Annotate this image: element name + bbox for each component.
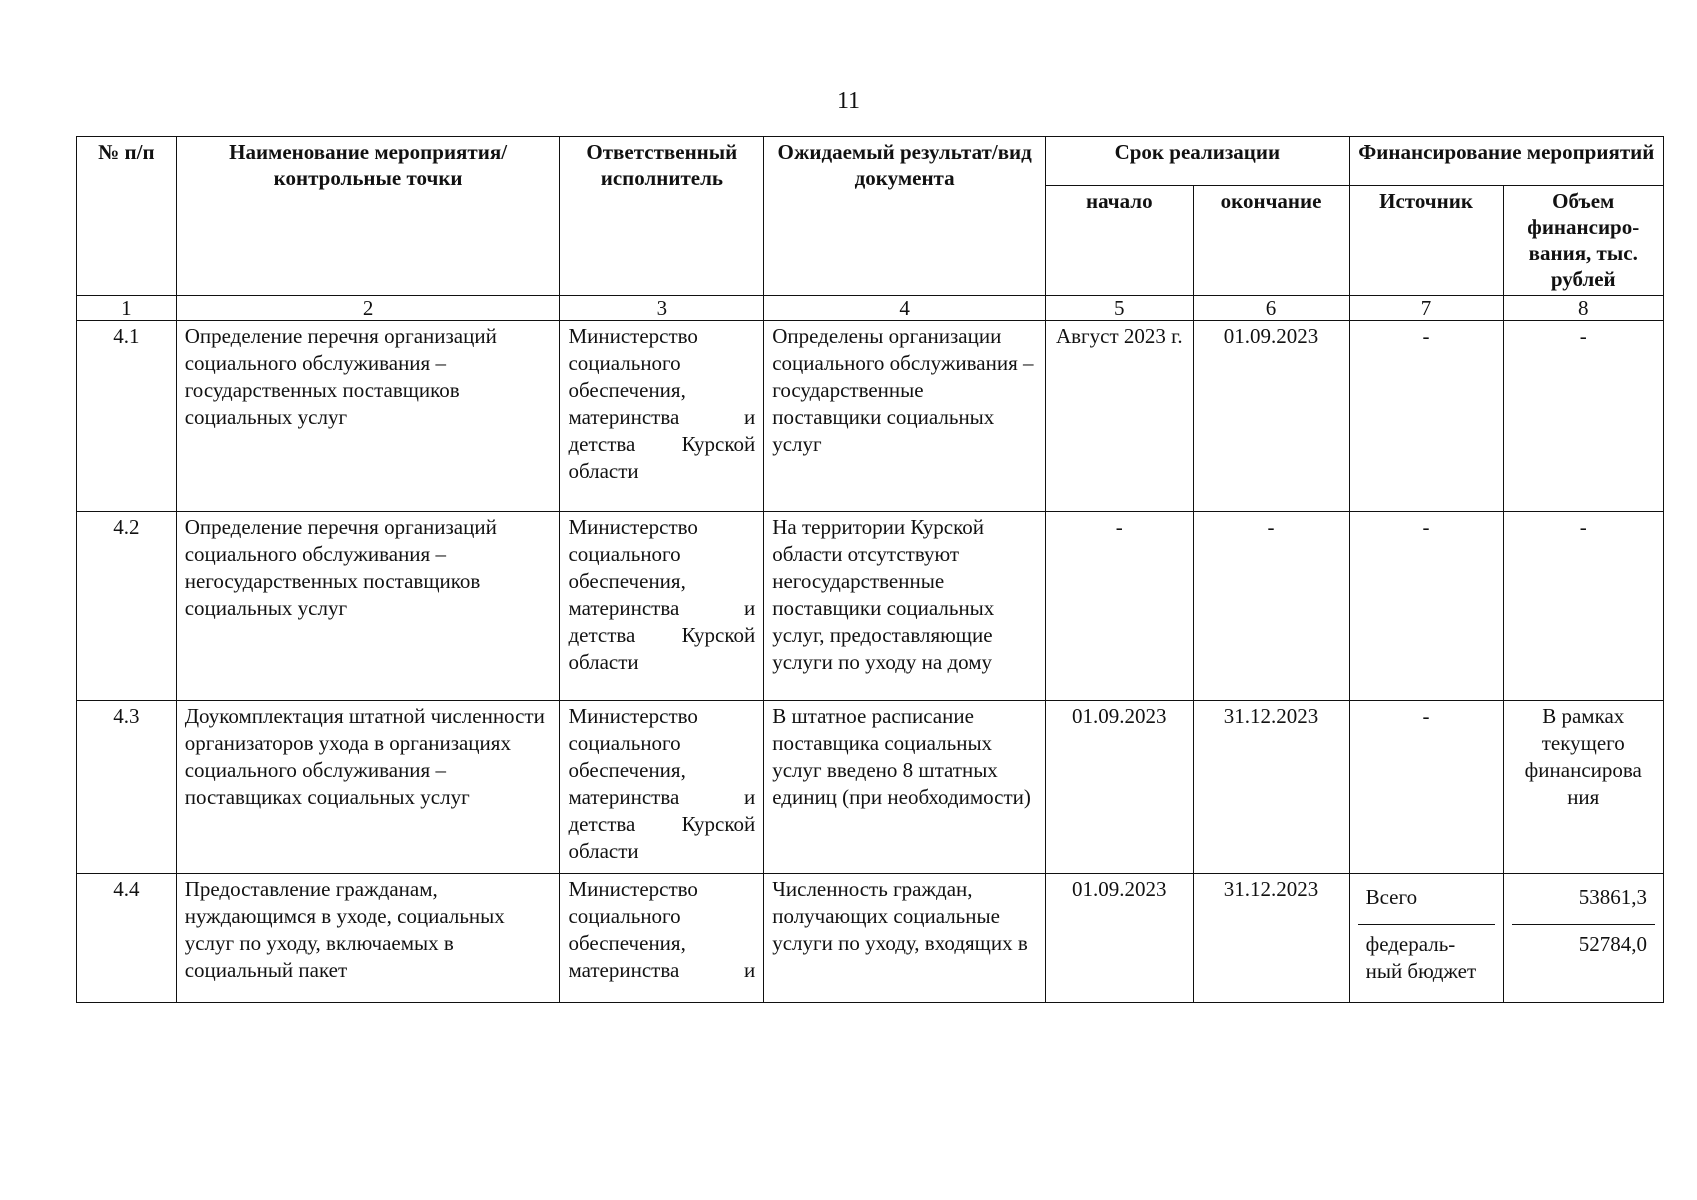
- responsible-line: обеспечения,: [568, 378, 686, 402]
- column-number: 5: [1046, 296, 1193, 321]
- funding-volume-federal: 52784,0: [1578, 932, 1647, 956]
- row-number: 4.2: [77, 512, 177, 701]
- page-number: 11: [836, 88, 861, 114]
- table-row: [77, 512, 1664, 701]
- header-financing: Финансирование мероприятий: [1349, 137, 1663, 186]
- table-row: [77, 874, 1664, 1003]
- responsible-line: материнства и: [568, 785, 756, 809]
- column-number: 6: [1193, 296, 1349, 321]
- responsible-line: материнства и: [568, 596, 756, 620]
- funding-volume: -: [1503, 321, 1663, 512]
- column-number: 1: [77, 296, 177, 321]
- expected-result: Численность граждан, получающих социальные услуги по уходу, входящих в: [764, 874, 1046, 1003]
- column-numbers-row: [77, 296, 1664, 321]
- start-date: 01.09.2023: [1046, 874, 1193, 1003]
- start-date: Август 2023 г.: [1046, 321, 1193, 512]
- responsible-line: Министерство: [568, 515, 698, 539]
- start-date: -: [1046, 512, 1193, 701]
- row-number: 4.3: [77, 701, 177, 874]
- row-number: 4.4: [77, 874, 177, 1003]
- header-responsible: Ответственный исполнитель: [560, 137, 764, 296]
- funding-source: -: [1349, 512, 1503, 701]
- column-number: 4: [764, 296, 1046, 321]
- responsible-line: социального: [568, 904, 681, 928]
- funding-volume-total: 53861,3: [1512, 876, 1655, 925]
- header-name: Наименование мероприятия/ контрольные точки: [176, 137, 560, 296]
- header-period: Срок реализации: [1046, 137, 1350, 186]
- responsible-line: социального: [568, 542, 681, 566]
- responsible-line: области: [568, 839, 639, 863]
- expected-result: В штатное расписание поставщика социальных услуг введено 8 штатных единиц (при необходимости): [764, 701, 1046, 874]
- responsible-executor: [560, 321, 764, 512]
- funding-source: -: [1349, 321, 1503, 512]
- header-result: Ожидаемый результат/вид документа: [764, 137, 1046, 296]
- responsible-line: Министерство: [568, 704, 698, 728]
- table-row: [77, 701, 1664, 874]
- funding-volume: В рамках текущего финансирова ния: [1503, 701, 1663, 874]
- expected-result: Определены организации социального обслуживания – государственные поставщики социальных услуг: [764, 321, 1046, 512]
- responsible-line: материнства и: [568, 405, 756, 429]
- responsible-line: детства Курской: [568, 432, 756, 456]
- responsible-line: обеспечения,: [568, 758, 686, 782]
- responsible-line: области: [568, 459, 639, 483]
- responsible-line: обеспечения,: [568, 931, 686, 955]
- responsible-line: обеспечения,: [568, 569, 686, 593]
- column-number: 8: [1503, 296, 1663, 321]
- row-number: 4.1: [77, 321, 177, 512]
- activity-name: Определение перечня организаций социального обслуживания – государственных поставщиков социальных услуг: [176, 321, 560, 512]
- header-no: № п/п: [77, 137, 177, 296]
- responsible-line: материнства и: [568, 958, 756, 982]
- table-row: [77, 321, 1664, 512]
- funding-source: [1349, 874, 1503, 1003]
- funding-source-federal: федераль-ный бюджет: [1365, 932, 1477, 983]
- activity-name: Предоставление гражданам, нуждающимся в уходе, социальных услуг по уходу, включаемых в социальный пакет: [176, 874, 560, 1003]
- funding-source-total: Всего: [1358, 876, 1495, 925]
- column-number: 2: [176, 296, 560, 321]
- responsible-line: Министерство: [568, 324, 698, 348]
- end-date: 31.12.2023: [1193, 701, 1349, 874]
- responsible-line: области: [568, 650, 639, 674]
- responsible-line: Министерство: [568, 877, 698, 901]
- responsible-line: детства Курской: [568, 623, 756, 647]
- activity-name: Определение перечня организаций социального обслуживания – негосударственных поставщиков социальных услуг: [176, 512, 560, 701]
- column-number: 7: [1349, 296, 1503, 321]
- activities-table: [76, 136, 1664, 1003]
- start-date: 01.09.2023: [1046, 701, 1193, 874]
- expected-result: На территории Курской области отсутствуют негосударственные поставщики социальных услуг, предоставляющие услуги по уходу на дому: [764, 512, 1046, 701]
- end-date: 01.09.2023: [1193, 321, 1349, 512]
- funding-source: -: [1349, 701, 1503, 874]
- column-number: 3: [560, 296, 764, 321]
- responsible-line: социального: [568, 351, 681, 375]
- funding-volume: -: [1503, 512, 1663, 701]
- end-date: 31.12.2023: [1193, 874, 1349, 1003]
- activity-name: Доукомплектация штатной численности организаторов ухода в организациях социального обслуживания – поставщиках социальных услуг: [176, 701, 560, 874]
- header-start: начало: [1046, 186, 1193, 296]
- responsible-executor: [560, 701, 764, 874]
- responsible-line: детства Курской: [568, 812, 756, 836]
- header-volume: Объем финансиро-вания, тыс. рублей: [1503, 186, 1663, 296]
- header-source: Источник: [1349, 186, 1503, 296]
- responsible-line: социального: [568, 731, 681, 755]
- header-end: окончание: [1193, 186, 1349, 296]
- responsible-executor: [560, 874, 764, 1003]
- funding-volume: [1503, 874, 1663, 1003]
- responsible-executor: [560, 512, 764, 701]
- end-date: -: [1193, 512, 1349, 701]
